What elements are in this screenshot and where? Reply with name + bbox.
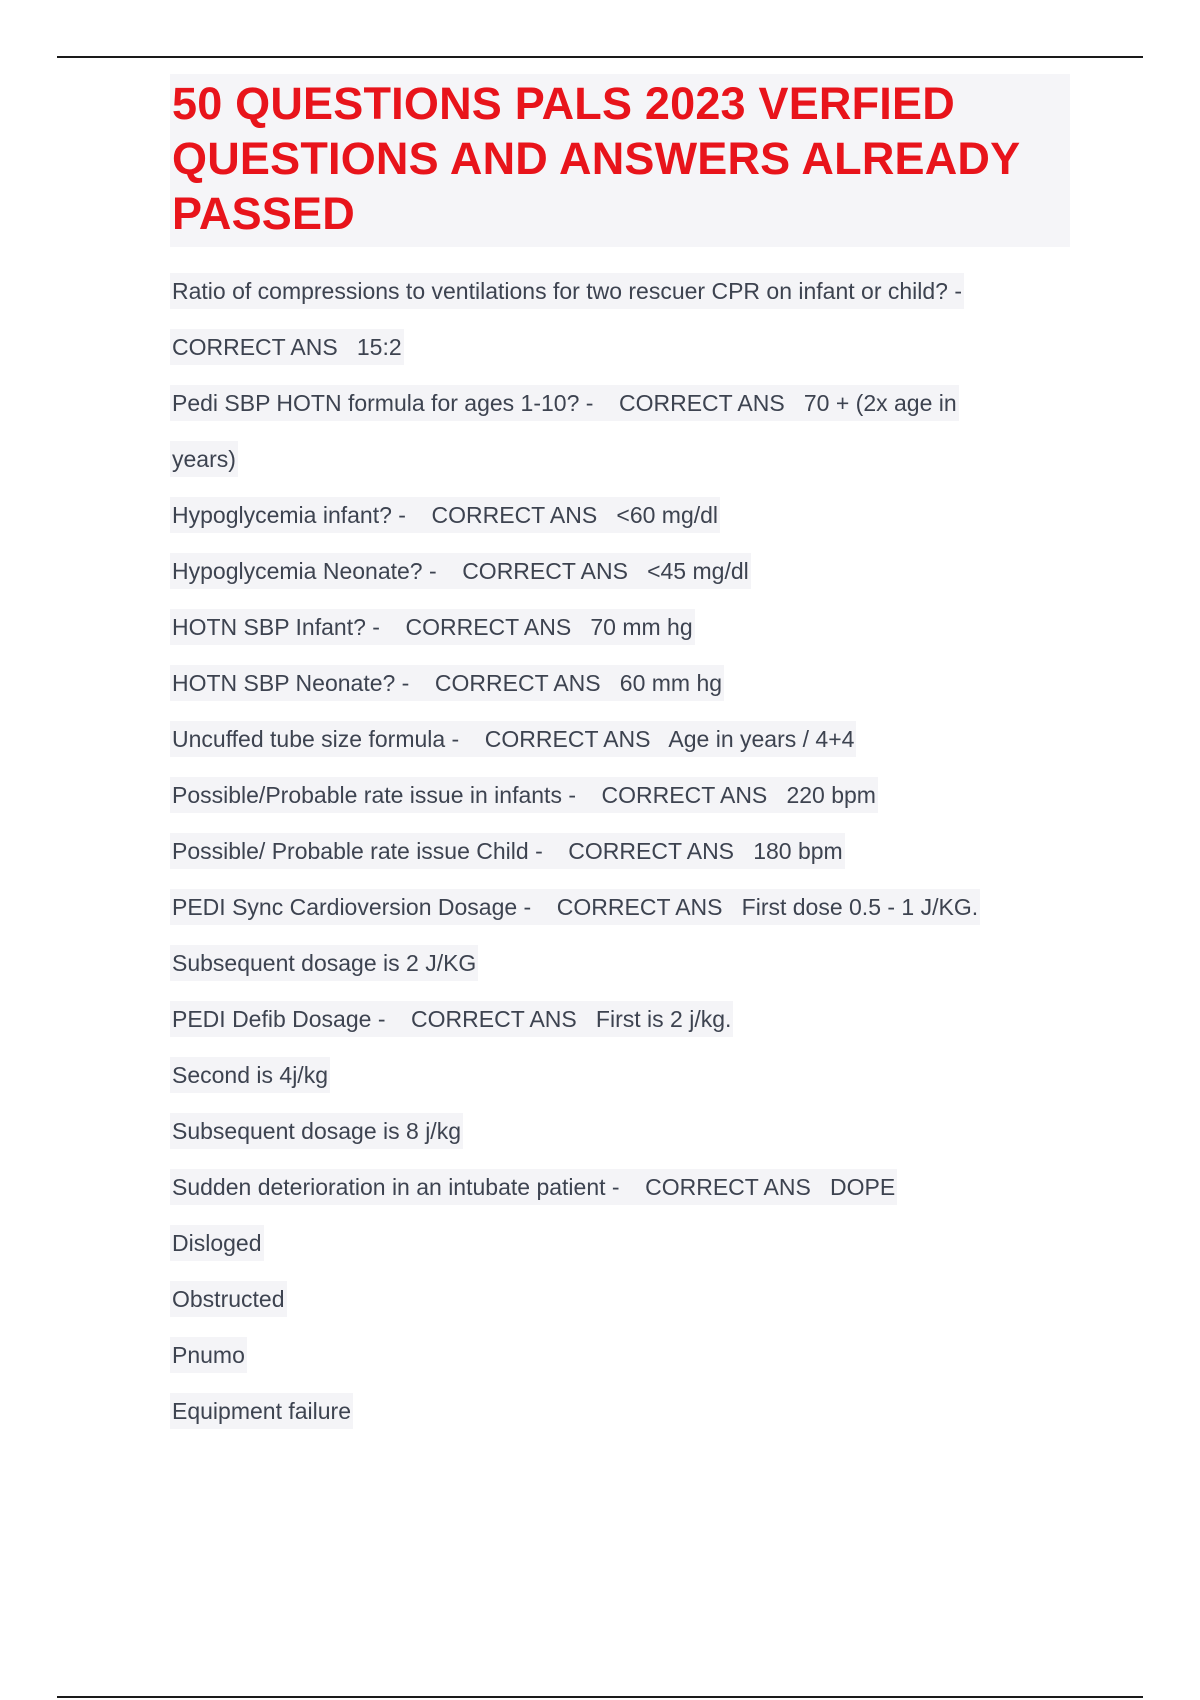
text-line — [170, 711, 1070, 767]
text-line — [170, 1215, 1070, 1271]
line-text: Pnumo — [170, 1337, 247, 1373]
text-line — [170, 1327, 1070, 1383]
line-text: CORRECT ANS 15:2 — [170, 329, 404, 365]
line-text: HOTN SBP Infant? - CORRECT ANS 70 mm hg — [170, 609, 695, 645]
line-text: Sudden deterioration in an intubate patient - CORRECT ANS DOPE — [170, 1169, 897, 1205]
text-line — [170, 1383, 1070, 1439]
text-line — [170, 991, 1070, 1047]
text-line — [170, 1103, 1070, 1159]
line-text: Second is 4j/kg — [170, 1057, 330, 1093]
line-text: Ratio of compressions to ventilations for two rescuer CPR on infant or child? - — [170, 273, 964, 309]
text-line — [170, 655, 1070, 711]
text-line — [170, 431, 1070, 487]
text-line — [170, 1271, 1070, 1327]
line-text: Hypoglycemia infant? - CORRECT ANS <60 mg/dl — [170, 497, 720, 533]
line-text: Subsequent dosage is 2 J/KG — [170, 945, 478, 981]
text-line — [170, 767, 1070, 823]
text-line — [170, 487, 1070, 543]
line-text: Uncuffed tube size formula - CORRECT ANS Age in years / 4+4 — [170, 721, 856, 757]
top-rule — [57, 56, 1143, 58]
line-text: Disloged — [170, 1225, 264, 1261]
document-title: 50 QUESTIONS PALS 2023 VERFIED QUESTIONS AND ANSWERS ALREADY PASSED — [172, 78, 1020, 239]
text-line — [170, 375, 1070, 431]
text-line — [170, 599, 1070, 655]
line-text: Pedi SBP HOTN formula for ages 1-10? - CORRECT ANS 70 + (2x age in — [170, 385, 959, 421]
text-line — [170, 935, 1070, 991]
title-box — [170, 74, 1070, 247]
line-text: Subsequent dosage is 8 j/kg — [170, 1113, 463, 1149]
text-line — [170, 1047, 1070, 1103]
line-text: HOTN SBP Neonate? - CORRECT ANS 60 mm hg — [170, 665, 724, 701]
text-line — [170, 319, 1070, 375]
line-text: Hypoglycemia Neonate? - CORRECT ANS <45 mg/dl — [170, 553, 751, 589]
text-line — [170, 1159, 1070, 1215]
text-line — [170, 543, 1070, 599]
text-line — [170, 823, 1070, 879]
line-text: Possible/ Probable rate issue Child - CORRECT ANS 180 bpm — [170, 833, 845, 869]
text-line — [170, 263, 1070, 319]
line-text: PEDI Sync Cardioversion Dosage - CORRECT ANS First dose 0.5 - 1 J/KG. — [170, 889, 980, 925]
text-line — [170, 879, 1070, 935]
document-body — [170, 74, 1070, 1439]
line-text: Equipment failure — [170, 1393, 353, 1429]
line-text: Possible/Probable rate issue in infants - CORRECT ANS 220 bpm — [170, 777, 878, 813]
bottom-rule — [57, 1696, 1143, 1698]
line-text: Obstructed — [170, 1281, 287, 1317]
line-text: PEDI Defib Dosage - CORRECT ANS First is 2 j/kg. — [170, 1001, 733, 1037]
line-text: years) — [170, 441, 238, 477]
qa-list — [170, 263, 1070, 1439]
